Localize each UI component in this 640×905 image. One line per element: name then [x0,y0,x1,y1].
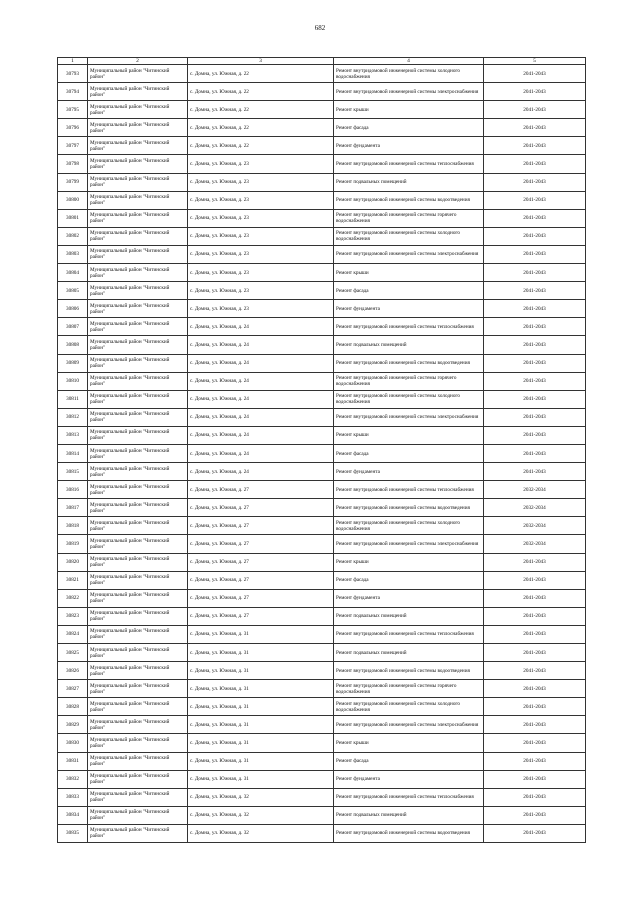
row-number-cell: 30807 [58,318,88,336]
period-cell: 2041-2043 [484,806,586,824]
row-number-cell: 30798 [58,155,88,173]
row-number-cell: 30834 [58,806,88,824]
municipality-cell: Муниципальный район "Читинский район" [88,390,188,408]
work-type-cell: Ремонт внутридомовой инженерной системы водоотведения [334,499,484,517]
period-cell: 2041-2043 [484,318,586,336]
address-cell: с. Домна, ул. Южная, д. 24 [188,354,334,372]
table-row [58,354,586,372]
table-row [58,426,586,444]
table-row [58,644,586,662]
period-cell: 2041-2043 [484,644,586,662]
work-type-cell: Ремонт внутридомовой инженерной системы электроснабжения [334,716,484,734]
address-cell: с. Домна, ул. Южная, д. 27 [188,517,334,535]
address-cell: с. Домна, ул. Южная, д. 31 [188,716,334,734]
address-cell: с. Домна, ул. Южная, д. 31 [188,698,334,716]
period-cell: 2041-2043 [484,752,586,770]
work-type-cell: Ремонт крыши [334,101,484,119]
address-cell: с. Домна, ул. Южная, д. 31 [188,625,334,643]
work-type-cell: Ремонт подвальных помещений [334,173,484,191]
table-row [58,444,586,462]
table-row [58,589,586,607]
period-cell: 2032-2034 [484,481,586,499]
period-cell: 2041-2043 [484,336,586,354]
row-number-cell: 30822 [58,589,88,607]
table-row [58,607,586,625]
work-type-cell: Ремонт внутридомовой инженерной системы теплоснабжения [334,155,484,173]
address-cell: с. Домна, ул. Южная, д. 31 [188,662,334,680]
address-cell: с. Домна, ул. Южная, д. 24 [188,408,334,426]
table-row [58,625,586,643]
period-cell: 2041-2043 [484,191,586,209]
row-number-cell: 30825 [58,644,88,662]
work-type-cell: Ремонт подвальных помещений [334,607,484,625]
work-type-cell: Ремонт внутридомовой инженерной системы холодного водоснабжения [334,65,484,83]
address-cell: с. Домна, ул. Южная, д. 24 [188,463,334,481]
row-number-cell: 30826 [58,662,88,680]
table-row [58,535,586,553]
row-number-cell: 30830 [58,734,88,752]
work-type-cell: Ремонт подвальных помещений [334,644,484,662]
address-cell: с. Домна, ул. Южная, д. 27 [188,481,334,499]
period-cell: 2041-2043 [484,354,586,372]
work-type-cell: Ремонт фундамента [334,770,484,788]
row-number-cell: 30794 [58,83,88,101]
address-cell: с. Домна, ул. Южная, д. 24 [188,372,334,390]
period-cell: 2041-2043 [484,463,586,481]
period-cell: 2041-2043 [484,300,586,318]
table-row [58,806,586,824]
municipality-cell: Муниципальный район "Читинский район" [88,119,188,137]
address-cell: с. Домна, ул. Южная, д. 22 [188,83,334,101]
work-type-cell: Ремонт внутридомовой инженерной системы водоотведения [334,662,484,680]
address-cell: с. Домна, ул. Южная, д. 32 [188,806,334,824]
period-cell: 2041-2043 [484,65,586,83]
table-row [58,553,586,571]
work-type-cell: Ремонт фундамента [334,300,484,318]
municipality-cell: Муниципальный район "Читинский район" [88,535,188,553]
municipality-cell: Муниципальный район "Читинский район" [88,788,188,806]
table-row [58,245,586,263]
row-number-cell: 30806 [58,300,88,318]
address-cell: с. Домна, ул. Южная, д. 24 [188,336,334,354]
row-number-cell: 30808 [58,336,88,354]
address-cell: с. Домна, ул. Южная, д. 32 [188,824,334,842]
period-cell: 2041-2043 [484,716,586,734]
municipality-cell: Муниципальный район "Читинский район" [88,589,188,607]
municipality-cell: Муниципальный район "Читинский район" [88,354,188,372]
work-type-cell: Ремонт внутридомовой инженерной системы теплоснабжения [334,481,484,499]
table-row [58,463,586,481]
address-cell: с. Домна, ул. Южная, д. 24 [188,444,334,462]
row-number-cell: 30814 [58,444,88,462]
table-row [58,282,586,300]
municipality-cell: Муниципальный район "Читинский район" [88,264,188,282]
municipality-cell: Муниципальный район "Читинский район" [88,824,188,842]
municipality-cell: Муниципальный район "Читинский район" [88,336,188,354]
municipality-cell: Муниципальный район "Читинский район" [88,716,188,734]
period-cell: 2041-2043 [484,137,586,155]
row-number-cell: 30801 [58,209,88,227]
column-header: 3 [188,58,334,65]
address-cell: с. Домна, ул. Южная, д. 22 [188,65,334,83]
period-cell: 2041-2043 [484,426,586,444]
table-row [58,65,586,83]
municipality-cell: Муниципальный район "Читинский район" [88,137,188,155]
row-number-cell: 30829 [58,716,88,734]
row-number-cell: 30817 [58,499,88,517]
address-cell: с. Домна, ул. Южная, д. 23 [188,245,334,263]
municipality-cell: Муниципальный район "Читинский район" [88,282,188,300]
address-cell: с. Домна, ул. Южная, д. 23 [188,173,334,191]
period-cell: 2041-2043 [484,607,586,625]
row-number-cell: 30824 [58,625,88,643]
table-row [58,481,586,499]
municipality-cell: Муниципальный район "Читинский район" [88,607,188,625]
municipality-cell: Муниципальный район "Читинский район" [88,101,188,119]
address-cell: с. Домна, ул. Южная, д. 27 [188,571,334,589]
municipality-cell: Муниципальный район "Читинский район" [88,644,188,662]
table-row [58,101,586,119]
address-cell: с. Домна, ул. Южная, д. 23 [188,209,334,227]
work-type-cell: Ремонт внутридомовой инженерной системы холодного водоснабжения [334,698,484,716]
period-cell: 2041-2043 [484,209,586,227]
work-type-cell: Ремонт внутридомовой инженерной системы электроснабжения [334,83,484,101]
period-cell: 2041-2043 [484,698,586,716]
work-type-cell: Ремонт фундамента [334,463,484,481]
period-cell: 2041-2043 [484,119,586,137]
table-row [58,716,586,734]
municipality-cell: Муниципальный район "Читинский район" [88,372,188,390]
row-number-cell: 30820 [58,553,88,571]
table-row [58,390,586,408]
table-row [58,300,586,318]
row-number-cell: 30802 [58,227,88,245]
work-type-cell: Ремонт внутридомовой инженерной системы горячего водоснабжения [334,372,484,390]
row-number-cell: 30833 [58,788,88,806]
row-number-cell: 30809 [58,354,88,372]
period-cell: 2041-2043 [484,734,586,752]
table-row [58,119,586,137]
period-cell: 2041-2043 [484,662,586,680]
row-number-cell: 30800 [58,191,88,209]
period-cell: 2041-2043 [484,101,586,119]
table-row [58,752,586,770]
header-row [58,58,586,65]
work-type-cell: Ремонт фасада [334,444,484,462]
table-row [58,137,586,155]
address-cell: с. Домна, ул. Южная, д. 24 [188,318,334,336]
address-cell: с. Домна, ул. Южная, д. 23 [188,191,334,209]
table-row [58,336,586,354]
work-type-cell: Ремонт внутридомовой инженерной системы теплоснабжения [334,318,484,336]
work-type-cell: Ремонт внутридомовой инженерной системы холодного водоснабжения [334,390,484,408]
work-type-cell: Ремонт внутридомовой инженерной системы горячего водоснабжения [334,680,484,698]
municipality-cell: Муниципальный район "Читинский район" [88,499,188,517]
row-number-cell: 30799 [58,173,88,191]
work-type-cell: Ремонт фасада [334,571,484,589]
row-number-cell: 30835 [58,824,88,842]
address-cell: с. Домна, ул. Южная, д. 32 [188,788,334,806]
address-cell: с. Домна, ул. Южная, д. 27 [188,589,334,607]
municipality-cell: Муниципальный район "Читинский район" [88,734,188,752]
municipality-cell: Муниципальный район "Читинский район" [88,553,188,571]
period-cell: 2032-2034 [484,517,586,535]
period-cell: 2041-2043 [484,571,586,589]
period-cell: 2041-2043 [484,245,586,263]
work-type-cell: Ремонт фасада [334,752,484,770]
municipality-cell: Муниципальный район "Читинский район" [88,806,188,824]
period-cell: 2041-2043 [484,390,586,408]
row-number-cell: 30813 [58,426,88,444]
row-number-cell: 30793 [58,65,88,83]
work-type-cell: Ремонт подвальных помещений [334,806,484,824]
row-number-cell: 30818 [58,517,88,535]
row-number-cell: 30816 [58,481,88,499]
table-row [58,824,586,842]
row-number-cell: 30796 [58,119,88,137]
period-cell: 2041-2043 [484,770,586,788]
municipality-cell: Муниципальный район "Читинский район" [88,300,188,318]
work-type-cell: Ремонт внутридомовой инженерной системы водоотведения [334,824,484,842]
address-cell: с. Домна, ул. Южная, д. 23 [188,282,334,300]
work-type-cell: Ремонт подвальных помещений [334,336,484,354]
row-number-cell: 30797 [58,137,88,155]
address-cell: с. Домна, ул. Южная, д. 27 [188,499,334,517]
work-type-cell: Ремонт внутридомовой инженерной системы водоотведения [334,354,484,372]
municipality-cell: Муниципальный район "Читинский район" [88,227,188,245]
municipality-cell: Муниципальный район "Читинский район" [88,517,188,535]
row-number-cell: 30810 [58,372,88,390]
table-row [58,372,586,390]
work-type-cell: Ремонт внутридомовой инженерной системы горячего водоснабжения [334,209,484,227]
work-type-cell: Ремонт фасада [334,119,484,137]
municipality-cell: Муниципальный район "Читинский район" [88,155,188,173]
period-cell: 2041-2043 [484,788,586,806]
table-row [58,173,586,191]
municipality-cell: Муниципальный район "Читинский район" [88,65,188,83]
work-type-cell: Ремонт внутридомовой инженерной системы холодного водоснабжения [334,517,484,535]
address-cell: с. Домна, ул. Южная, д. 24 [188,390,334,408]
address-cell: с. Домна, ул. Южная, д. 27 [188,607,334,625]
table-row [58,517,586,535]
address-cell: с. Домна, ул. Южная, д. 31 [188,680,334,698]
period-cell: 2041-2043 [484,680,586,698]
column-header: 4 [334,58,484,65]
row-number-cell: 30805 [58,282,88,300]
work-type-cell: Ремонт крыши [334,734,484,752]
work-type-cell: Ремонт фундамента [334,137,484,155]
period-cell: 2041-2043 [484,372,586,390]
municipality-cell: Муниципальный район "Читинский район" [88,408,188,426]
table-row [58,318,586,336]
table-row [58,264,586,282]
municipality-cell: Муниципальный район "Читинский район" [88,444,188,462]
period-cell: 2041-2043 [484,155,586,173]
row-number-cell: 30821 [58,571,88,589]
period-cell: 2041-2043 [484,408,586,426]
period-cell: 2041-2043 [484,444,586,462]
municipality-cell: Муниципальный район "Читинский район" [88,770,188,788]
address-cell: с. Домна, ул. Южная, д. 27 [188,535,334,553]
period-cell: 2041-2043 [484,589,586,607]
row-number-cell: 30803 [58,245,88,263]
address-cell: с. Домна, ул. Южная, д. 31 [188,644,334,662]
municipality-cell: Муниципальный район "Читинский район" [88,191,188,209]
table-row [58,499,586,517]
row-number-cell: 30832 [58,770,88,788]
municipality-cell: Муниципальный район "Читинский район" [88,173,188,191]
municipality-cell: Муниципальный район "Читинский район" [88,481,188,499]
address-cell: с. Домна, ул. Южная, д. 23 [188,227,334,245]
row-number-cell: 30815 [58,463,88,481]
table-row [58,408,586,426]
municipality-cell: Муниципальный район "Читинский район" [88,680,188,698]
table-row [58,662,586,680]
period-cell: 2041-2043 [484,824,586,842]
work-type-cell: Ремонт внутридомовой инженерной системы теплоснабжения [334,625,484,643]
municipality-cell: Муниципальный район "Читинский район" [88,209,188,227]
municipality-cell: Муниципальный район "Читинский район" [88,625,188,643]
capital-repair-table [57,57,586,843]
address-cell: с. Домна, ул. Южная, д. 31 [188,752,334,770]
work-type-cell: Ремонт крыши [334,426,484,444]
row-number-cell: 30831 [58,752,88,770]
address-cell: с. Домна, ул. Южная, д. 22 [188,101,334,119]
address-cell: с. Домна, ул. Южная, д. 31 [188,734,334,752]
row-number-cell: 30795 [58,101,88,119]
work-type-cell: Ремонт фундамента [334,589,484,607]
work-type-cell: Ремонт внутридомовой инженерной системы холодного водоснабжения [334,227,484,245]
period-cell: 2041-2043 [484,227,586,245]
municipality-cell: Муниципальный район "Читинский район" [88,426,188,444]
work-type-cell: Ремонт крыши [334,553,484,571]
period-cell: 2041-2043 [484,282,586,300]
period-cell: 2041-2043 [484,625,586,643]
period-cell: 2041-2043 [484,553,586,571]
work-type-cell: Ремонт внутридомовой инженерной системы электроснабжения [334,535,484,553]
address-cell: с. Домна, ул. Южная, д. 27 [188,553,334,571]
row-number-cell: 30827 [58,680,88,698]
municipality-cell: Муниципальный район "Читинский район" [88,662,188,680]
municipality-cell: Муниципальный район "Читинский район" [88,752,188,770]
table-row [58,734,586,752]
table-row [58,680,586,698]
address-cell: с. Домна, ул. Южная, д. 22 [188,119,334,137]
table-row [58,788,586,806]
municipality-cell: Муниципальный район "Читинский район" [88,318,188,336]
table-row [58,83,586,101]
address-cell: с. Домна, ул. Южная, д. 24 [188,426,334,444]
work-type-cell: Ремонт внутридомовой инженерной системы водоотведения [334,191,484,209]
row-number-cell: 30812 [58,408,88,426]
municipality-cell: Муниципальный район "Читинский район" [88,83,188,101]
table-row [58,227,586,245]
work-type-cell: Ремонт внутридомовой инженерной системы теплоснабжения [334,788,484,806]
address-cell: с. Домна, ул. Южная, д. 23 [188,264,334,282]
column-header: 2 [88,58,188,65]
table-row [58,209,586,227]
municipality-cell: Муниципальный район "Читинский район" [88,571,188,589]
table-row [58,191,586,209]
work-type-cell: Ремонт внутридомовой инженерной системы электроснабжения [334,245,484,263]
period-cell: 2032-2034 [484,499,586,517]
table-row [58,770,586,788]
address-cell: с. Домна, ул. Южная, д. 31 [188,770,334,788]
column-header: 1 [58,58,88,65]
work-type-cell: Ремонт внутридомовой инженерной системы электроснабжения [334,408,484,426]
work-type-cell: Ремонт крыши [334,264,484,282]
municipality-cell: Муниципальный район "Читинский район" [88,698,188,716]
table-row [58,571,586,589]
row-number-cell: 30819 [58,535,88,553]
row-number-cell: 30811 [58,390,88,408]
row-number-cell: 30804 [58,264,88,282]
row-number-cell: 30828 [58,698,88,716]
period-cell: 2041-2043 [484,83,586,101]
page-number: 682 [314,24,326,32]
column-header: 5 [484,58,586,65]
table-row [58,698,586,716]
period-cell: 2032-2034 [484,535,586,553]
municipality-cell: Муниципальный район "Читинский район" [88,245,188,263]
period-cell: 2041-2043 [484,173,586,191]
municipality-cell: Муниципальный район "Читинский район" [88,463,188,481]
address-cell: с. Домна, ул. Южная, д. 23 [188,155,334,173]
table-row [58,155,586,173]
period-cell: 2041-2043 [484,264,586,282]
row-number-cell: 30823 [58,607,88,625]
address-cell: с. Домна, ул. Южная, д. 22 [188,137,334,155]
address-cell: с. Домна, ул. Южная, д. 23 [188,300,334,318]
work-type-cell: Ремонт фасада [334,282,484,300]
